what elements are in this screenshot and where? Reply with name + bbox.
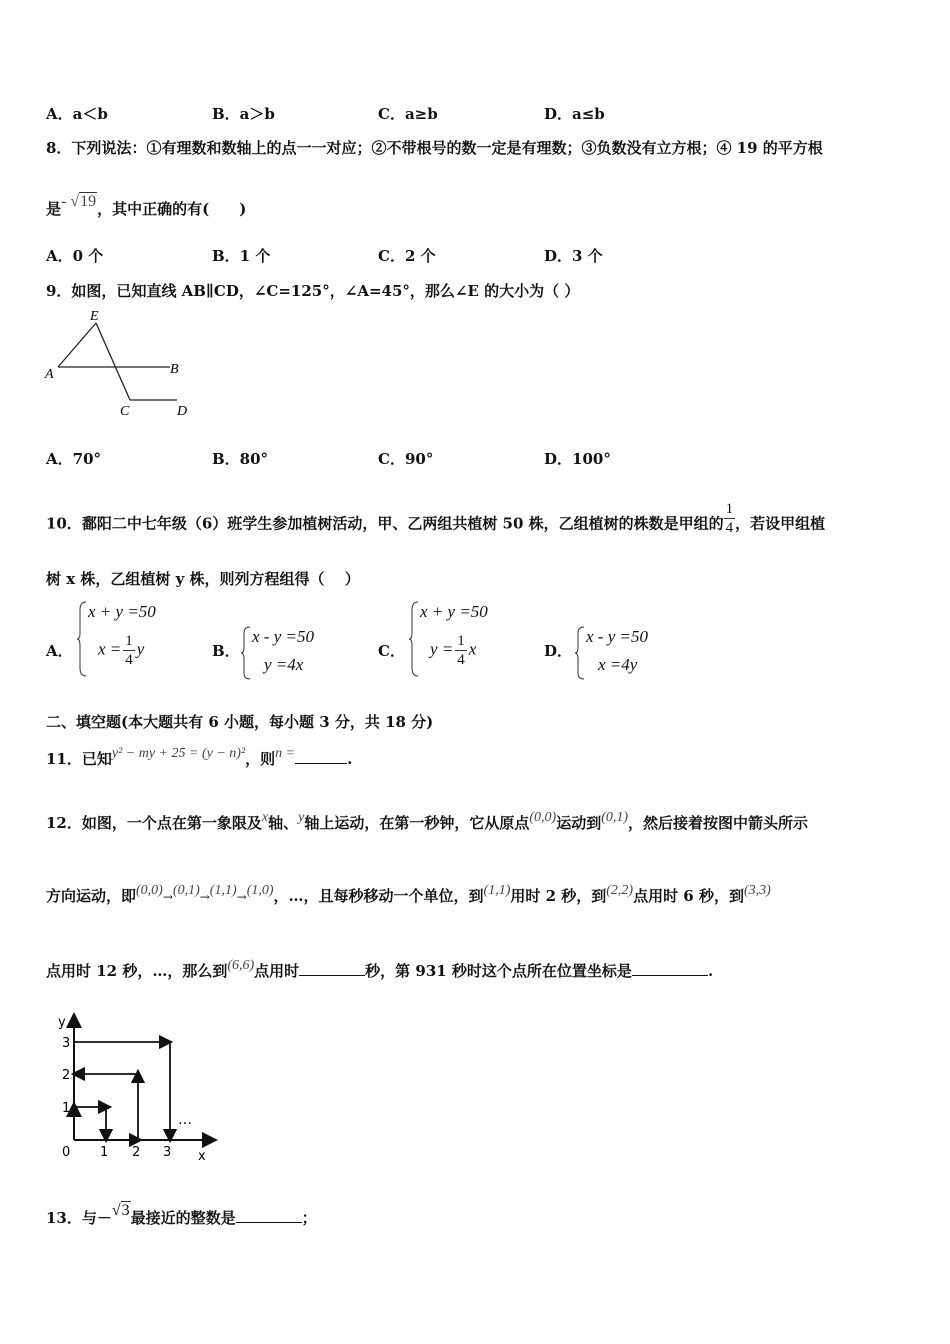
q13-sqrt-3: √3 [111,1202,130,1219]
q11-stem [46,748,352,769]
q12-x-tick-2: 2 [132,1145,141,1160]
q12-arrow-1: → [162,890,173,904]
q13-post: 最接近的整数是 [130,1209,236,1227]
q10-a-eq1: x + y =50 [88,602,156,621]
q12-x-tick-1: 1 [100,1145,109,1160]
q12-l1-d: 运动到 [556,814,602,832]
q8-stem-line2 [46,193,247,219]
q10-c-eq2-pre: y = [430,639,454,659]
q12-y-tick-1: 1 [62,1101,71,1116]
q9-label-c: C [120,404,130,419]
section2-title: 二、填空题(本大题共有 6 小题，每小题 3 分，共 18 分) [46,713,434,731]
q10-d-eq1: x - y =50 [586,627,648,646]
q12-x-label: x [198,1149,206,1164]
q12-y-tick-2: 2 [62,1068,71,1083]
q12-y-label: y [58,1015,66,1030]
q10-frac-den: 4 [725,520,734,536]
q10-b-eq1: x - y =50 [252,627,314,646]
q10-stem-pre: 10．鄱阳二中七年级（6）班学生参加植树活动，甲、乙两组共植树 50 株，乙组植树的株数是甲组的 [46,514,724,533]
q12-l3-a: 点用时 12 秒，…，那么到 [46,962,228,980]
q12-line1 [46,812,808,833]
q12-math-66: (6,6) [227,958,255,973]
q11-pre: 11．已知 [46,750,112,768]
q12-y-tick-3: 3 [62,1036,71,1051]
q10-option-d-system [574,625,684,681]
q12-arrow-3: → [236,890,247,904]
q8-option-a: A．0 个 [46,247,104,265]
q10-c-eq2-post: x [468,639,477,659]
q9-stem: 9．如图，已知直线 AB∥CD，∠C=125°，∠A=45°，那么∠E 的大小为（ ） [46,282,580,300]
q9-label-b: B [170,362,179,377]
q12-arrow-2: → [199,890,210,904]
q12-l1-c: 轴上运动，在第一秒钟，它从原点 [304,814,530,832]
q8-minus-sign: - [61,193,67,210]
q9-option-d: D．100° [544,450,611,468]
q8-stem-pre: 是 [46,200,62,218]
q12-l1-a: 12．如图，一个点在第一象限及 [46,814,262,832]
q12-l1-b: 轴、 [268,814,299,832]
q9-line-ae [58,323,96,367]
q8-option-b: B．1 个 [212,247,271,265]
q10-option-c-system [408,600,528,680]
q12-line3 [46,960,713,981]
q9-option-c: C．90° [378,450,434,468]
q12-l3-b: 点用时 [254,962,300,980]
q10-d-eq2: x =4y [598,655,638,674]
q12-seq-2: (1,1) [209,883,237,898]
q12-math-11: (1,1) [483,883,511,898]
q12-l2-a: 方向运动，即 [46,887,137,905]
q8-stem-post: ，其中正确的有( ) [97,200,247,218]
q12-l2-d: 点用时 6 秒，到 [633,887,744,905]
q11-post: . [347,750,353,768]
q8-option-d: D．3 个 [544,247,603,265]
q10-fraction [724,500,736,537]
q10-stem-post: ，若设甲组植 [735,514,826,533]
q11-mid: ，则 [245,750,276,768]
q10-stem-line2: 树 x 株，乙组植树 y 株，则列方程组得（ ） [46,570,360,588]
q11-answer-blank[interactable] [295,749,347,764]
q12-origin-label: 0 [62,1145,71,1160]
q9-label-d: D [177,404,188,419]
q9-label-e: E [90,309,99,324]
q13-answer-blank[interactable] [236,1208,302,1223]
q10-option-b-label: B． [212,642,240,660]
q10-option-a-label: A． [46,642,73,660]
q10-option-d-label: D． [544,642,573,660]
q12-l1-e: ，然后接着按图中箭头所示 [628,814,809,832]
q8-radicand: 19 [80,193,97,210]
q10-a-eq2-post: y [136,639,145,659]
q7-option-b: B．a＞b [212,105,275,123]
q10-stem-line1 [46,501,826,543]
q8-option-c: C．2 个 [378,247,436,265]
q11-equation: y² − my + 25 = (y − n)² [111,746,246,761]
q9-label-a: A [45,367,54,382]
q12-answer-blank-2[interactable] [632,961,708,976]
q13-end: ； [301,1209,317,1227]
q13-pre: 13．与－ [46,1209,112,1227]
q10-option-b-system [240,625,350,681]
q10-c-frac-den: 4 [457,652,465,668]
q8-neg-sqrt-19: - √19 [61,193,97,210]
q12-answer-blank-1[interactable] [299,961,365,976]
q10-c-eq1: x + y =50 [420,602,488,621]
q12-seq-0: (0,0) [136,883,163,898]
q10-option-a-system [76,600,196,680]
q12-math-00: (0,0) [529,810,557,825]
q9-figure [40,305,210,420]
q12-math-01: (0,1) [601,810,629,825]
q13-radicand: 3 [121,1202,130,1219]
q12-math-y: y [298,810,305,825]
q10-b-eq2: y =4x [264,655,304,674]
q12-x-tick-3: 3 [163,1145,172,1160]
q10-c-frac-num: 1 [457,633,465,649]
q11-n-equals: n = [275,746,296,761]
q12-line2 [46,885,771,906]
q9-line-ec [96,323,130,400]
q10-option-c-label: C． [378,642,405,660]
q12-math-22: (2,2) [606,883,634,898]
q7-option-a: A．a＜b [46,105,108,123]
q12-seq-1: (0,1) [172,883,200,898]
q10-a-eq2-pre: x = [98,639,122,659]
q12-path-graph [50,1012,220,1167]
q8-stem-line1: 8．下列说法：①有理数和数轴上的点一一对应；②不带根号的数一定是有理数；③负数没有立方根；④ 19 的平方根 [46,139,823,157]
q12-seq-3: (1,0) [246,883,274,898]
q12-l2-b: ，…，且每秒移动一个单位，到 [273,887,484,905]
q12-math-x: x [261,810,269,825]
q12-ellipsis: … [178,1112,192,1128]
q9-option-b: B．80° [212,450,269,468]
q7-option-d: D．a≤b [544,105,605,123]
q12-l2-c: 用时 2 秒，到 [510,887,607,905]
q10-frac-num: 1 [725,501,734,517]
q10-a-frac-den: 4 [125,652,133,668]
q12-math-33: (3,3) [743,883,771,898]
q9-option-a: A．70° [46,450,102,468]
q13-stem [46,1202,317,1228]
q7-option-c: C．a≥b [378,105,438,123]
q10-a-frac-num: 1 [125,633,133,649]
q12-l3-d: . [707,962,714,980]
q12-l3-c: 秒，第 931 秒时这个点所在位置坐标是 [365,962,632,980]
